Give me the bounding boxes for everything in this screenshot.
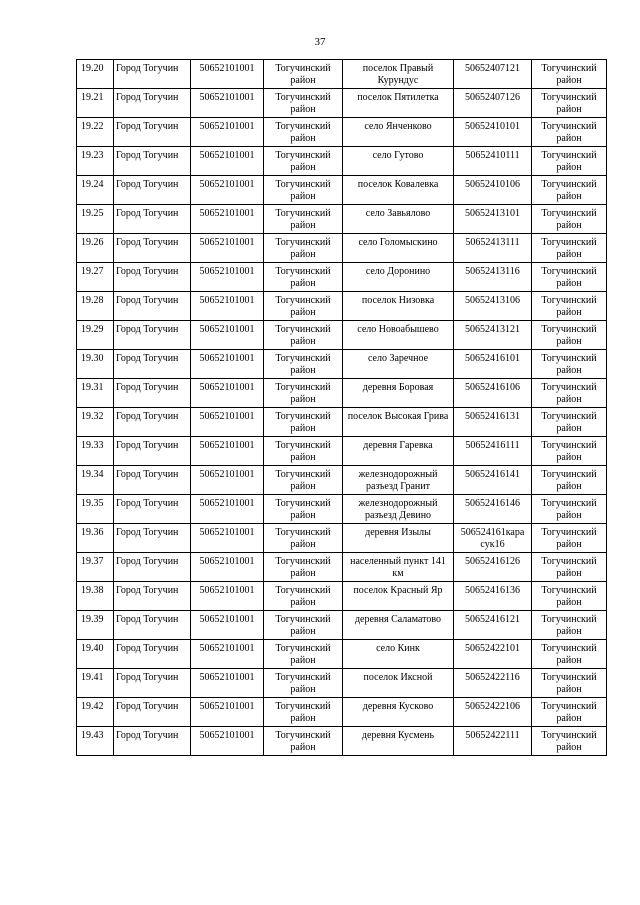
city-cell: Город Тогучин xyxy=(114,611,191,640)
row-number-cell: 19.25 xyxy=(77,205,114,234)
row-number-cell: 19.40 xyxy=(77,640,114,669)
oktmo-settlement-code-cell: 50652413111 xyxy=(454,234,532,263)
city-cell: Город Тогучин xyxy=(114,118,191,147)
oktmo-settlement-code-cell: 50652416131 xyxy=(454,408,532,437)
table-row xyxy=(77,234,607,263)
city-cell: Город Тогучин xyxy=(114,466,191,495)
settlement-cell: деревня Гаревка xyxy=(343,437,454,466)
settlement-district-cell: Тогучинский район xyxy=(532,669,607,698)
oktmo-city-code-cell: 50652101001 xyxy=(191,379,264,408)
settlement-district-cell: Тогучинский район xyxy=(532,292,607,321)
table-row xyxy=(77,263,607,292)
oktmo-settlement-code-cell: 50652410111 xyxy=(454,147,532,176)
row-number-cell: 19.24 xyxy=(77,176,114,205)
settlement-district-cell: Тогучинский район xyxy=(532,408,607,437)
district-cell: Тогучинский район xyxy=(264,611,343,640)
city-cell: Город Тогучин xyxy=(114,640,191,669)
settlement-cell: село Голомыскино xyxy=(343,234,454,263)
settlement-cell: поселок Красный Яр xyxy=(343,582,454,611)
row-number-cell: 19.41 xyxy=(77,669,114,698)
city-cell: Город Тогучин xyxy=(114,147,191,176)
oktmo-settlement-code-cell: 506524161кара сук16 xyxy=(454,524,532,553)
oktmo-settlement-code-cell: 50652422101 xyxy=(454,640,532,669)
table-row xyxy=(77,611,607,640)
oktmo-city-code-cell: 50652101001 xyxy=(191,60,264,89)
table-row xyxy=(77,524,607,553)
district-cell: Тогучинский район xyxy=(264,495,343,524)
row-number-cell: 19.29 xyxy=(77,321,114,350)
settlement-cell: населенный пункт 141 км xyxy=(343,553,454,582)
settlement-cell: село Гутово xyxy=(343,147,454,176)
settlement-cell: село Заречное xyxy=(343,350,454,379)
oktmo-settlement-code-cell: 50652413101 xyxy=(454,205,532,234)
oktmo-settlement-code-cell: 50652413121 xyxy=(454,321,532,350)
district-cell: Тогучинский район xyxy=(264,234,343,263)
oktmo-settlement-code-cell: 50652416101 xyxy=(454,350,532,379)
settlement-district-cell: Тогучинский район xyxy=(532,466,607,495)
row-number-cell: 19.39 xyxy=(77,611,114,640)
settlement-district-cell: Тогучинский район xyxy=(532,611,607,640)
settlement-district-cell: Тогучинский район xyxy=(532,698,607,727)
city-cell: Город Тогучин xyxy=(114,234,191,263)
settlement-cell: поселок Пятилетка xyxy=(343,89,454,118)
district-cell: Тогучинский район xyxy=(264,292,343,321)
table-row xyxy=(77,379,607,408)
row-number-cell: 19.43 xyxy=(77,727,114,756)
settlement-cell: деревня Изылы xyxy=(343,524,454,553)
settlement-district-cell: Тогучинский район xyxy=(532,89,607,118)
row-number-cell: 19.23 xyxy=(77,147,114,176)
city-cell: Город Тогучин xyxy=(114,350,191,379)
oktmo-city-code-cell: 50652101001 xyxy=(191,582,264,611)
row-number-cell: 19.31 xyxy=(77,379,114,408)
district-cell: Тогучинский район xyxy=(264,524,343,553)
oktmo-city-code-cell: 50652101001 xyxy=(191,495,264,524)
oktmo-city-code-cell: 50652101001 xyxy=(191,698,264,727)
oktmo-city-code-cell: 50652101001 xyxy=(191,553,264,582)
row-number-cell: 19.34 xyxy=(77,466,114,495)
settlement-district-cell: Тогучинский район xyxy=(532,640,607,669)
table-row xyxy=(77,147,607,176)
settlement-cell: село Завьялово xyxy=(343,205,454,234)
oktmo-settlement-code-cell: 50652413116 xyxy=(454,263,532,292)
row-number-cell: 19.35 xyxy=(77,495,114,524)
settlement-cell: поселок Ковалевка xyxy=(343,176,454,205)
oktmo-city-code-cell: 50652101001 xyxy=(191,89,264,118)
settlement-district-cell: Тогучинский район xyxy=(532,582,607,611)
settlement-district-cell: Тогучинский район xyxy=(532,176,607,205)
oktmo-city-code-cell: 50652101001 xyxy=(191,611,264,640)
table-row xyxy=(77,118,607,147)
settlement-cell: деревня Боровая xyxy=(343,379,454,408)
city-cell: Город Тогучин xyxy=(114,379,191,408)
settlement-cell: село Доронино xyxy=(343,263,454,292)
city-cell: Город Тогучин xyxy=(114,321,191,350)
settlement-district-cell: Тогучинский район xyxy=(532,205,607,234)
settlement-cell: железнодорожный разъезд Девино xyxy=(343,495,454,524)
city-cell: Город Тогучин xyxy=(114,89,191,118)
oktmo-settlement-code-cell: 50652410106 xyxy=(454,176,532,205)
oktmo-settlement-code-cell: 50652422116 xyxy=(454,669,532,698)
table-body xyxy=(77,60,607,756)
row-number-cell: 19.36 xyxy=(77,524,114,553)
district-cell: Тогучинский район xyxy=(264,408,343,437)
settlement-district-cell: Тогучинский район xyxy=(532,118,607,147)
settlement-district-cell: Тогучинский район xyxy=(532,263,607,292)
settlement-district-cell: Тогучинский район xyxy=(532,495,607,524)
row-number-cell: 19.27 xyxy=(77,263,114,292)
oktmo-city-code-cell: 50652101001 xyxy=(191,292,264,321)
table-row xyxy=(77,321,607,350)
oktmo-city-code-cell: 50652101001 xyxy=(191,263,264,292)
settlements-table xyxy=(76,59,607,756)
table-row xyxy=(77,553,607,582)
city-cell: Город Тогучин xyxy=(114,60,191,89)
oktmo-settlement-code-cell: 50652413106 xyxy=(454,292,532,321)
city-cell: Город Тогучин xyxy=(114,495,191,524)
row-number-cell: 19.22 xyxy=(77,118,114,147)
oktmo-city-code-cell: 50652101001 xyxy=(191,669,264,698)
oktmo-city-code-cell: 50652101001 xyxy=(191,640,264,669)
oktmo-city-code-cell: 50652101001 xyxy=(191,408,264,437)
table-row xyxy=(77,292,607,321)
settlement-cell: деревня Кусково xyxy=(343,698,454,727)
district-cell: Тогучинский район xyxy=(264,727,343,756)
settlement-cell: село Янченково xyxy=(343,118,454,147)
oktmo-city-code-cell: 50652101001 xyxy=(191,205,264,234)
table-row xyxy=(77,89,607,118)
district-cell: Тогучинский район xyxy=(264,669,343,698)
oktmo-city-code-cell: 50652101001 xyxy=(191,147,264,176)
row-number-cell: 19.21 xyxy=(77,89,114,118)
table-row xyxy=(77,582,607,611)
oktmo-city-code-cell: 50652101001 xyxy=(191,234,264,263)
city-cell: Город Тогучин xyxy=(114,524,191,553)
oktmo-settlement-code-cell: 50652416121 xyxy=(454,611,532,640)
table-row xyxy=(77,408,607,437)
table-row xyxy=(77,466,607,495)
oktmo-city-code-cell: 50652101001 xyxy=(191,466,264,495)
city-cell: Город Тогучин xyxy=(114,727,191,756)
row-number-cell: 19.20 xyxy=(77,60,114,89)
city-cell: Город Тогучин xyxy=(114,176,191,205)
oktmo-city-code-cell: 50652101001 xyxy=(191,350,264,379)
row-number-cell: 19.28 xyxy=(77,292,114,321)
table-row xyxy=(77,698,607,727)
oktmo-city-code-cell: 50652101001 xyxy=(191,176,264,205)
district-cell: Тогучинский район xyxy=(264,263,343,292)
settlement-cell: село Новоабышево xyxy=(343,321,454,350)
district-cell: Тогучинский район xyxy=(264,553,343,582)
page-number: 37 xyxy=(314,36,326,48)
row-number-cell: 19.26 xyxy=(77,234,114,263)
district-cell: Тогучинский район xyxy=(264,640,343,669)
city-cell: Город Тогучин xyxy=(114,669,191,698)
district-cell: Тогучинский район xyxy=(264,176,343,205)
oktmo-city-code-cell: 50652101001 xyxy=(191,437,264,466)
district-cell: Тогучинский район xyxy=(264,379,343,408)
settlement-district-cell: Тогучинский район xyxy=(532,350,607,379)
settlement-cell: поселок Правый Курундус xyxy=(343,60,454,89)
row-number-cell: 19.37 xyxy=(77,553,114,582)
oktmo-settlement-code-cell: 50652416106 xyxy=(454,379,532,408)
city-cell: Город Тогучин xyxy=(114,582,191,611)
oktmo-city-code-cell: 50652101001 xyxy=(191,118,264,147)
table-row xyxy=(77,669,607,698)
row-number-cell: 19.38 xyxy=(77,582,114,611)
row-number-cell: 19.32 xyxy=(77,408,114,437)
city-cell: Город Тогучин xyxy=(114,698,191,727)
settlement-district-cell: Тогучинский район xyxy=(532,234,607,263)
city-cell: Город Тогучин xyxy=(114,205,191,234)
city-cell: Город Тогучин xyxy=(114,263,191,292)
settlement-district-cell: Тогучинский район xyxy=(532,379,607,408)
district-cell: Тогучинский район xyxy=(264,205,343,234)
district-cell: Тогучинский район xyxy=(264,698,343,727)
settlement-cell: поселок Высокая Грива xyxy=(343,408,454,437)
oktmo-settlement-code-cell: 50652407121 xyxy=(454,60,532,89)
oktmo-settlement-code-cell: 50652416141 xyxy=(454,466,532,495)
table-row xyxy=(77,176,607,205)
table-row xyxy=(77,437,607,466)
row-number-cell: 19.33 xyxy=(77,437,114,466)
city-cell: Город Тогучин xyxy=(114,292,191,321)
district-cell: Тогучинский район xyxy=(264,582,343,611)
district-cell: Тогучинский район xyxy=(264,118,343,147)
settlement-cell: деревня Саламатово xyxy=(343,611,454,640)
city-cell: Город Тогучин xyxy=(114,408,191,437)
oktmo-settlement-code-cell: 50652407126 xyxy=(454,89,532,118)
table-row xyxy=(77,727,607,756)
oktmo-city-code-cell: 50652101001 xyxy=(191,727,264,756)
settlement-cell: деревня Кусмень xyxy=(343,727,454,756)
settlement-cell: село Кинк xyxy=(343,640,454,669)
city-cell: Город Тогучин xyxy=(114,437,191,466)
settlement-cell: железнодорожный разъезд Гранит xyxy=(343,466,454,495)
row-number-cell: 19.42 xyxy=(77,698,114,727)
settlement-cell: поселок Низовка xyxy=(343,292,454,321)
settlement-district-cell: Тогучинский район xyxy=(532,321,607,350)
oktmo-settlement-code-cell: 50652410101 xyxy=(454,118,532,147)
settlement-district-cell: Тогучинский район xyxy=(532,727,607,756)
table-row xyxy=(77,350,607,379)
oktmo-settlement-code-cell: 50652416126 xyxy=(454,553,532,582)
table-row xyxy=(77,60,607,89)
oktmo-settlement-code-cell: 50652416111 xyxy=(454,437,532,466)
oktmo-city-code-cell: 50652101001 xyxy=(191,524,264,553)
district-cell: Тогучинский район xyxy=(264,60,343,89)
table-row xyxy=(77,495,607,524)
district-cell: Тогучинский район xyxy=(264,147,343,176)
oktmo-settlement-code-cell: 50652416146 xyxy=(454,495,532,524)
settlement-district-cell: Тогучинский район xyxy=(532,437,607,466)
row-number-cell: 19.30 xyxy=(77,350,114,379)
settlement-district-cell: Тогучинский район xyxy=(532,553,607,582)
table-row xyxy=(77,205,607,234)
oktmo-city-code-cell: 50652101001 xyxy=(191,321,264,350)
oktmo-settlement-code-cell: 50652422111 xyxy=(454,727,532,756)
oktmo-settlement-code-cell: 50652416136 xyxy=(454,582,532,611)
settlement-district-cell: Тогучинский район xyxy=(532,524,607,553)
settlement-district-cell: Тогучинский район xyxy=(532,60,607,89)
settlement-district-cell: Тогучинский район xyxy=(532,147,607,176)
district-cell: Тогучинский район xyxy=(264,321,343,350)
oktmo-settlement-code-cell: 50652422106 xyxy=(454,698,532,727)
table-row xyxy=(77,640,607,669)
district-cell: Тогучинский район xyxy=(264,466,343,495)
district-cell: Тогучинский район xyxy=(264,437,343,466)
city-cell: Город Тогучин xyxy=(114,553,191,582)
district-cell: Тогучинский район xyxy=(264,89,343,118)
settlement-cell: поселок Иксной xyxy=(343,669,454,698)
district-cell: Тогучинский район xyxy=(264,350,343,379)
